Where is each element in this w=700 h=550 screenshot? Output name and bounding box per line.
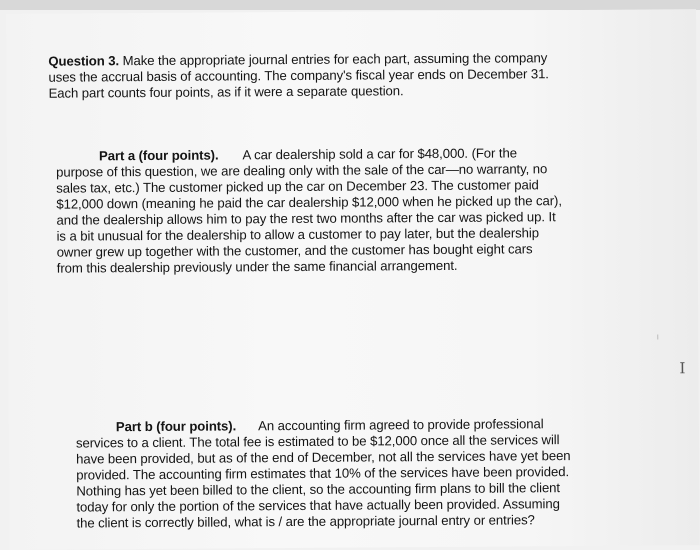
part-a-line-4: $12,000 down (meaning he paid the car dealership $12,000 when he picked up the car), [56, 193, 562, 212]
part-b-line-6: today for only the portion of the services that have actually been provided. Assuming [76, 496, 560, 515]
part-a-label: Part a (four points). [98, 147, 219, 164]
part-b-line-4: provided. The accounting firm estimates that 10% of the services have been provided. [76, 464, 570, 483]
part-b-first-line: An accounting firm agreed to provide professional [258, 416, 544, 434]
part-b-line-3: have been provided, but as of the end of December, not all the services have yet been [76, 448, 571, 467]
part-a-line-7: owner grew up together with the customer, and the customer has bought eight cars [56, 241, 533, 260]
question-line-2: uses the accrual basis of accounting. The company's fiscal year ends on December 31. [48, 66, 549, 85]
part-a-paragraph [56, 145, 562, 277]
part-a-line-5: and the dealership allows him to pay the rest two months after the car was picked up. It [56, 209, 556, 228]
question-label: Question 3. [48, 53, 120, 69]
document-page [6, 9, 700, 550]
question-line-3: Each part counts four points, as if it were a separate question. [48, 83, 404, 101]
part-b-label: Part b (four points). [115, 418, 237, 435]
question-3-text [48, 50, 549, 101]
part-a-line-2: purpose of this question, we are dealing only with the sale of the car—no warranty, no [56, 161, 548, 180]
part-b-line-2: services to a client. The total fee is estimated to be $12,000 once all the services will [75, 432, 560, 451]
part-a-line-3: sales tax, etc.) The customer picked up the car on December 23. The customer paid [56, 177, 539, 196]
part-a-line-8: from this dealership previously under the same financial arrangement. [56, 257, 458, 276]
page-mark [657, 334, 658, 339]
part-b-line-5: Nothing has yet been billed to the client, so the accounting firm plans to bill the client [76, 480, 561, 499]
text-cursor-icon: I [679, 359, 686, 378]
part-a-first-line: A car dealership sold a car for $48,000. (For the [242, 145, 517, 163]
part-b-line-7: the client is correctly billed, what is / are the appropriate journal entry or entries? [76, 512, 535, 531]
top-bar [0, 0, 700, 10]
part-a-line-6: is a bit unusual for the dealership to allow a customer to pay later, but the dealership [56, 225, 539, 244]
question-line-1-text: Make the appropriate journal entries for each part, assuming the company [118, 50, 548, 69]
part-b-paragraph [76, 416, 571, 531]
